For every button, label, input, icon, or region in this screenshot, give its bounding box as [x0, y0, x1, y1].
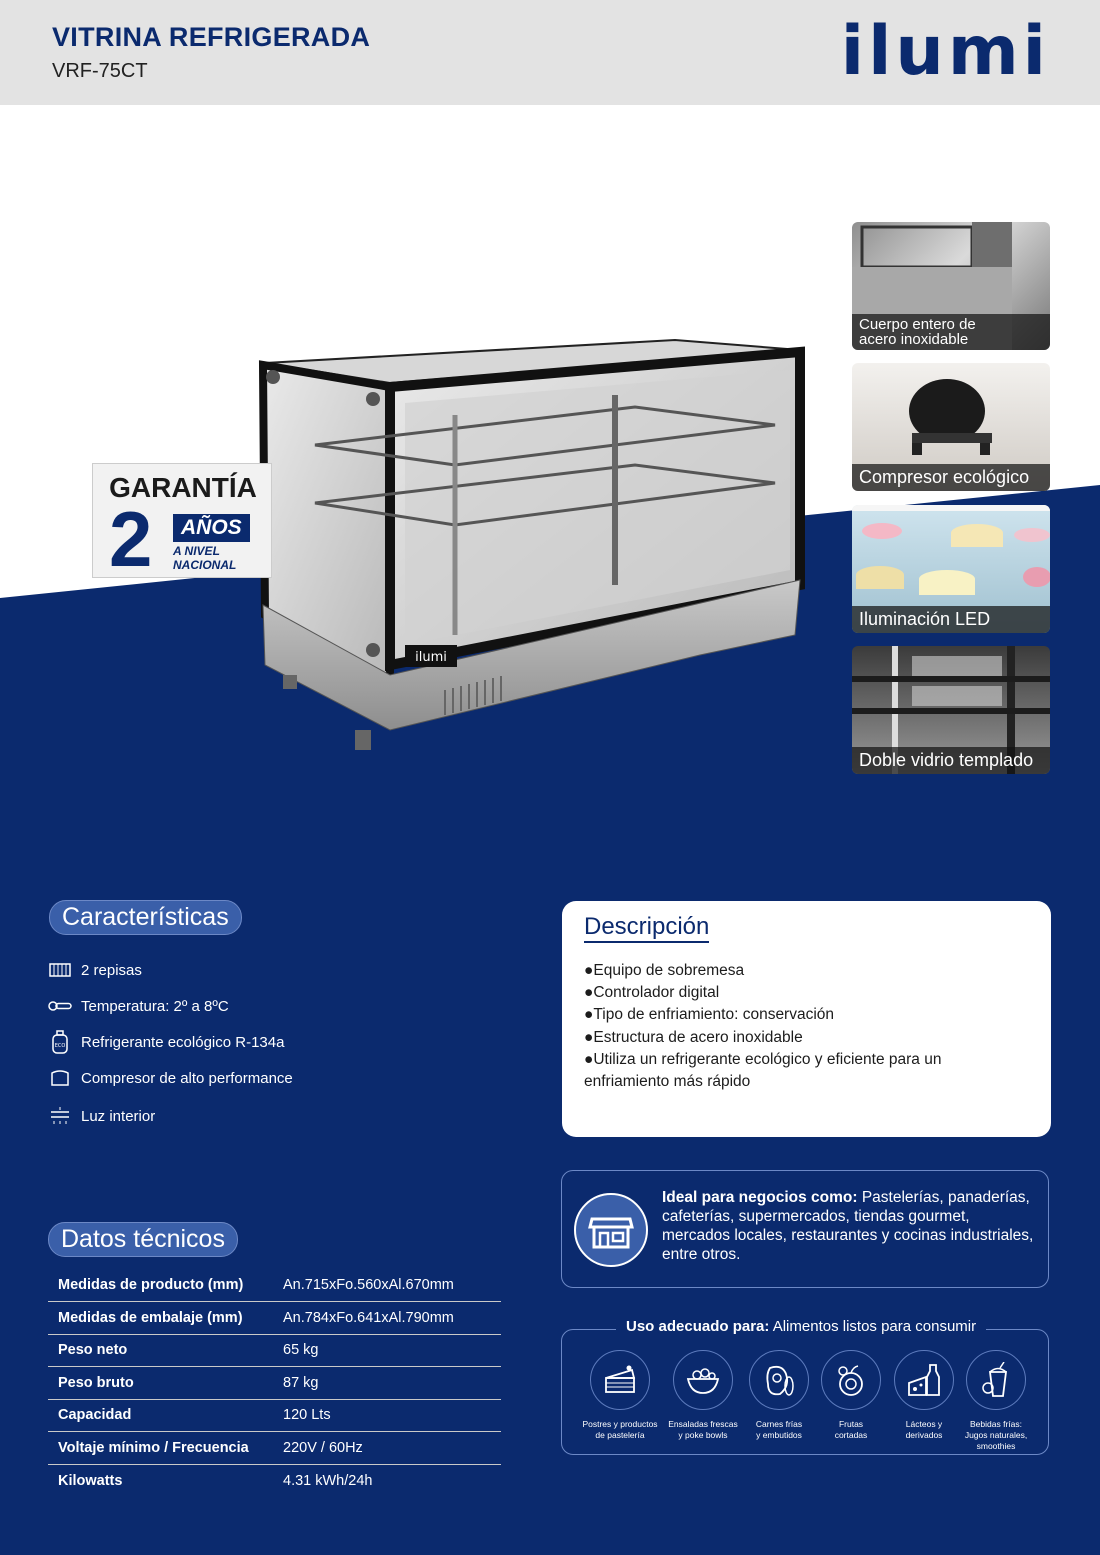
use-item	[811, 1350, 891, 1441]
table-row	[48, 1334, 501, 1367]
use-item	[663, 1350, 743, 1441]
drink-icon	[966, 1350, 1026, 1410]
description-title: Descripción	[584, 913, 709, 943]
suitable-use-text: Alimentos listos para consumir	[769, 1318, 977, 1335]
dairy-icon	[894, 1350, 954, 1410]
thumb-caption-double-glass: Doble vidrio templado	[852, 747, 1050, 774]
spec-value: 220V / 60Hz	[283, 1432, 501, 1465]
feature-item	[48, 997, 229, 1015]
section-title-datos-tecnicos: Datos técnicos	[48, 1222, 238, 1257]
spec-value: 120 Lts	[283, 1399, 501, 1432]
feature-item	[48, 1030, 284, 1054]
feature-text: Refrigerante ecológico R-134a	[81, 1033, 285, 1051]
cake-icon	[590, 1350, 650, 1410]
use-caption-line: Frutas	[838, 1419, 864, 1429]
spec-key: Kilowatts	[58, 1472, 123, 1489]
description-line: ●Equipo de sobremesa	[584, 962, 745, 979]
table-row	[48, 1367, 501, 1400]
thumb-led	[852, 505, 1050, 633]
ideal-business-text	[662, 1188, 1037, 1264]
feature-item	[48, 1107, 155, 1125]
warranty-years-label: AÑOS	[173, 514, 250, 542]
spec-value: An.784xFo.641xAl.790mm	[283, 1302, 501, 1335]
use-item	[956, 1350, 1036, 1452]
table-row	[48, 1432, 501, 1465]
store-icon	[574, 1193, 648, 1267]
table-row	[48, 1464, 501, 1497]
description-line: ●Tipo de enfriamiento: conservación	[584, 1006, 835, 1023]
use-item	[739, 1350, 819, 1441]
product-brand-plate: ilumi	[415, 650, 447, 665]
salad-icon	[673, 1350, 733, 1410]
use-caption-line: Carnes frías	[755, 1419, 803, 1429]
feature-text: 2 repisas	[81, 961, 142, 979]
description-card	[562, 901, 1051, 1137]
use-caption-line: Ensaladas frescas	[668, 1419, 738, 1429]
warranty-scope-line2: NACIONAL	[173, 558, 237, 572]
use-caption-line: de pastelería	[595, 1430, 645, 1440]
description-line: ●Estructura de acero inoxidable	[584, 1029, 803, 1046]
section-title-caracteristicas: Características	[49, 900, 242, 935]
thermometer-icon	[48, 997, 72, 1015]
description-line: ●Utiliza un refrigerante ecológico y eficiente para un	[584, 1051, 942, 1068]
spec-value: 65 kg	[283, 1334, 501, 1367]
spec-value: 4.31 kWh/24h	[283, 1472, 373, 1489]
svg-text:ECO: ECO	[54, 1043, 66, 1049]
suitable-use-box	[561, 1318, 1049, 1455]
use-caption-line: smoothies	[976, 1441, 1016, 1451]
warranty-badge	[92, 463, 272, 583]
light-icon	[48, 1107, 72, 1125]
table-row	[48, 1399, 501, 1432]
suitable-use-bold: Uso adecuado para:	[626, 1318, 770, 1335]
spec-key: Peso bruto	[48, 1367, 283, 1400]
spec-key: Medidas de producto (mm)	[48, 1269, 283, 1302]
technical-data-table	[48, 1269, 501, 1497]
use-caption-line: y embutidos	[756, 1430, 802, 1440]
thumb-caption-steel-line2: acero inoxidable	[859, 331, 969, 348]
compressor-icon	[48, 1069, 72, 1087]
use-caption-line: y poke bowls	[678, 1430, 728, 1440]
use-caption-line: Jugos naturales,	[964, 1430, 1028, 1440]
ideal-business-list: Pastelerías, panaderías, cafeterías, supermercados, tiendas gourmet, mercados locales, restaurantes y cocinas industriales, entre otros.	[662, 1189, 1034, 1263]
eco-gas-icon	[48, 1030, 72, 1054]
table-row	[48, 1302, 501, 1335]
feature-item	[48, 1069, 293, 1087]
thumb-caption-steel	[852, 314, 1050, 350]
feature-text: Compresor de alto performance	[81, 1069, 293, 1087]
spec-key: Peso neto	[48, 1334, 283, 1367]
table-row	[48, 1269, 501, 1302]
spec-key: Voltaje mínimo / Frecuencia	[48, 1432, 283, 1465]
shelves-icon	[48, 961, 72, 979]
spec-value: An.715xFo.560xAl.670mm	[283, 1269, 501, 1302]
use-caption-line: cortadas	[834, 1430, 868, 1440]
feature-text: Luz interior	[81, 1107, 156, 1125]
model-number: VRF-75CT	[52, 60, 148, 82]
thumb-steel-body	[852, 222, 1050, 350]
use-caption-line: Bebidas frías:	[970, 1419, 1022, 1429]
spec-value: 87 kg	[283, 1367, 501, 1400]
thumb-caption-led: Iluminación LED	[852, 606, 1050, 633]
suitable-use-label	[616, 1318, 986, 1335]
thumb-caption-steel-line1: Cuerpo entero de	[859, 316, 976, 333]
thumb-compressor	[852, 363, 1050, 491]
fruit-icon	[821, 1350, 881, 1410]
use-caption-line: Postres y productos	[582, 1419, 658, 1429]
warranty-scope-line1: A NIVEL	[173, 544, 220, 558]
description-line: ●Controlador digital	[584, 984, 720, 1001]
thumb-caption-compressor: Compresor ecológico	[852, 464, 1050, 491]
description-line: enfriamiento más rápido	[584, 1073, 751, 1090]
header-bar	[0, 0, 1100, 105]
meat-icon	[749, 1350, 809, 1410]
ideal-business-box	[561, 1170, 1049, 1288]
page-title: VITRINA REFRIGERADA	[52, 22, 371, 52]
use-caption-line: derivados	[905, 1430, 943, 1440]
feature-text: Temperatura: 2º a 8ºC	[81, 997, 229, 1015]
use-item	[580, 1350, 660, 1441]
spec-key: Capacidad	[48, 1399, 283, 1432]
product-image	[255, 335, 815, 755]
feature-item	[48, 961, 142, 979]
spec-key: Medidas de embalaje (mm)	[48, 1302, 283, 1335]
use-item	[884, 1350, 964, 1441]
use-caption-line: Lácteos y	[905, 1419, 943, 1429]
brand-logo: ilumi	[840, 12, 1050, 91]
ideal-business-label: Ideal para negocios como:	[662, 1189, 858, 1206]
warranty-title: GARANTÍA	[109, 472, 257, 503]
warranty-scope	[173, 544, 236, 572]
warranty-years-number: 2	[109, 495, 153, 583]
thumb-double-glass	[852, 646, 1050, 774]
